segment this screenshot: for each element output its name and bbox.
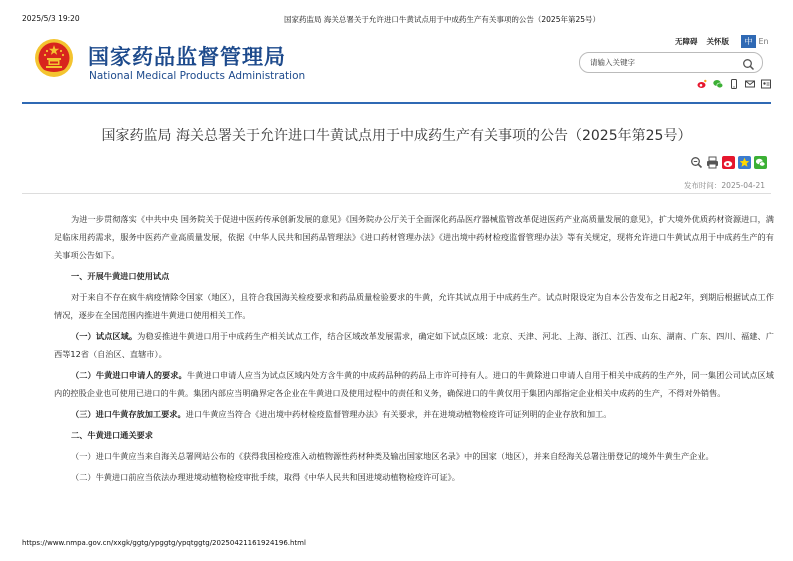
print-datetime: 2025/5/3 19:20 — [22, 14, 80, 23]
weibo-share-icon[interactable] — [722, 156, 735, 169]
site-header — [22, 30, 771, 105]
paragraph-text: 为稳妥推进牛黄进口用于中成药生产相关试点工作，结合区域改革发展需求，确定如下试点区域：北京、天津、河北、上海、浙江、江西、山东、湖南、广东、四川、福建、广西等12省（自治区、直辖市）。 — [54, 331, 774, 359]
article-body — [54, 210, 774, 489]
search-box — [579, 52, 763, 73]
zoom-icon[interactable] — [690, 156, 703, 169]
publish-date: 2025-04-21 — [721, 181, 765, 190]
social-links — [691, 79, 771, 89]
lang-chinese-button[interactable]: 中 — [741, 35, 756, 48]
favorite-icon[interactable] — [738, 156, 751, 169]
header-divider — [22, 102, 771, 104]
print-header — [22, 14, 771, 26]
paragraph-lead: （三）进口牛黄存放加工要求。 — [71, 409, 186, 419]
article-paragraph: （二）牛黄进口前应当依法办理进境动植物检疫审批手续，取得《中华人民共和国进境动植物检疫许可证》。 — [71, 472, 460, 482]
utility-links — [666, 34, 771, 48]
paragraph-lead: （一）试点区域。 — [71, 331, 138, 341]
print-icon[interactable] — [706, 156, 719, 169]
section-heading-1: 一、开展牛黄进口使用试点 — [71, 271, 170, 281]
article-paragraph: （一）进口牛黄应当来自海关总署网站公布的《获得我国检疫准入动植物源性药材种类及输出国家地区名录》中的国家（地区），并来自经海关总署注册登记的境外牛黄生产企业。 — [71, 451, 714, 461]
print-url: https://www.nmpa.gov.cn/xxgk/ggtg/ypggtg/ypqtggtg/20250421161924196.html — [22, 539, 306, 547]
wechat-icon[interactable] — [713, 79, 723, 89]
site-name-en: National Medical Products Administration — [89, 70, 306, 82]
search-icon[interactable] — [742, 56, 755, 69]
site-name-cn[interactable]: 国家药品监督管理局 — [88, 45, 286, 69]
article-title: 国家药监局 海关总署关于允许进口牛黄试点用于中成药生产有关事项的公告（2025年第25号） — [101, 128, 692, 144]
account-icon[interactable] — [761, 79, 771, 89]
weibo-icon[interactable] — [697, 79, 707, 89]
article-paragraph — [54, 327, 774, 363]
publish-info — [684, 180, 765, 191]
lang-english-button[interactable]: En — [758, 36, 769, 46]
email-icon[interactable] — [745, 79, 755, 89]
print-doc-title: 国家药监局 海关总署关于允许进口牛黄试点用于中成药生产有关事项的公告（2025年第25号） — [284, 15, 601, 24]
language-switch — [741, 35, 771, 48]
care-mode-link[interactable]: 关怀版 — [706, 36, 729, 46]
search-input[interactable] — [590, 55, 730, 69]
article-divider — [22, 193, 771, 194]
article-paragraph — [54, 405, 774, 423]
wechat-share-icon[interactable] — [754, 156, 767, 169]
paragraph-text: 进口牛黄应当符合《进出境中药材检疫监督管理办法》有关要求，并在进境动植物检疫许可证列明的企业存放和加工。 — [185, 409, 612, 419]
article-paragraph: 对于来自不存在疯牛病疫情除令国家（地区），且符合我国海关检疫要求和药品质量检验要求的牛黄，允许其试点用于中成药生产。试点时限设定为自本公告发布之日起2年，到期后根据试点工作情况，逐步在全国范围内推进牛黄进口使用相关工作。 — [54, 292, 774, 320]
mobile-icon[interactable] — [729, 79, 739, 89]
section-heading-2: 二、牛黄进口通关要求 — [71, 430, 153, 440]
article-tools — [687, 156, 767, 169]
publish-label: 发布时间： — [683, 181, 722, 190]
article-intro: 为进一步贯彻落实《中共中央 国务院关于促进中医药传承创新发展的意见》《国务院办公厅关于全面深化药品医疗器械监管改革促进医药产业高质量发展的意见》，扩大境外优质药材资源进口，满足临床用药需求，服务中医药产业高质量发展，依据《中华人民共和国药品管理法》《进口药材管理办法》《进出境中药材检疫监督管理办法》等有关规定，现将允许进口牛黄试点用于中成药生产的有关事项公告如下。 — [54, 214, 774, 260]
accessibility-link[interactable]: 无障碍 — [675, 36, 698, 46]
paragraph-lead: （二）牛黄进口申请人的要求。 — [71, 370, 187, 380]
national-emblem-logo[interactable] — [34, 38, 74, 78]
paragraph-text: 牛黄进口申请人应当为试点区域内处方含牛黄的中成药品种的药品上市许可持有人。进口的牛黄除进口申请人自用于相关中成药的生产外，同一集团公司试点区域内的控股企业也可使用已进口的牛黄。集团内部应当明确界定各企业在牛黄进口及使用过程中的责任和义务，确保进口的牛黄仅用于集团内部指定企业相关中成药的生产，不得对外销售。 — [54, 370, 774, 398]
article-paragraph — [54, 366, 774, 402]
